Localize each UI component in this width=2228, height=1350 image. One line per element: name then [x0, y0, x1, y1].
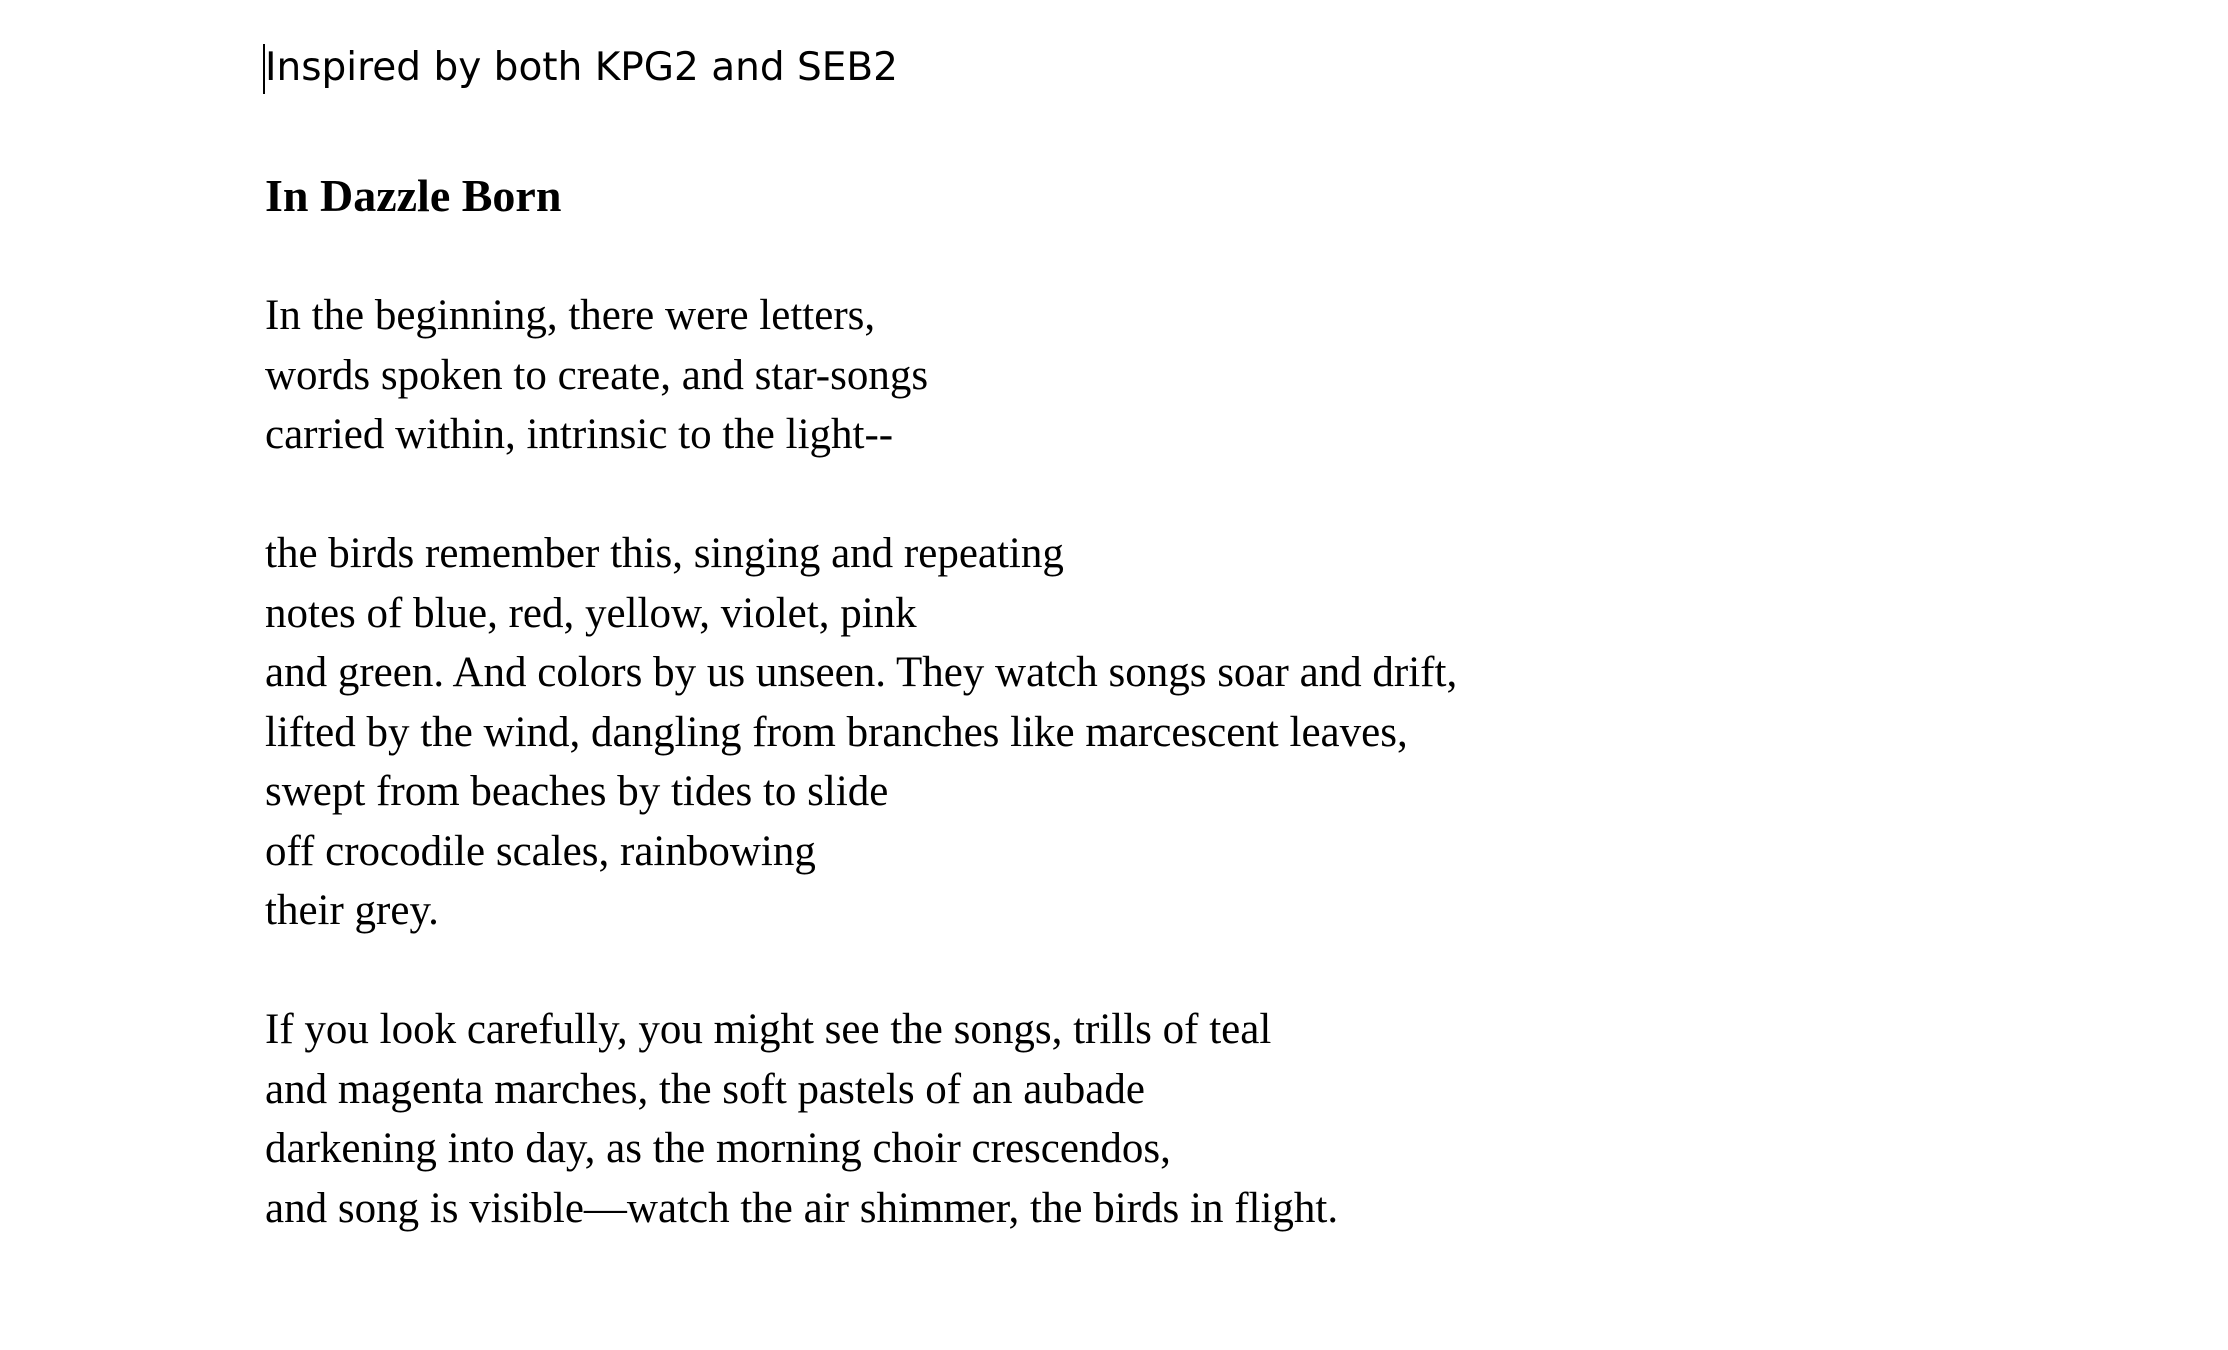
stanza-1 [265, 286, 2165, 465]
poem-title: In Dazzle Born [265, 170, 562, 221]
poem-line: notes of blue, red, yellow, violet, pink [265, 589, 917, 637]
epigraph-line[interactable] [265, 40, 2165, 96]
stanza-2 [265, 524, 2165, 941]
poem-line: swept from beaches by tides to slide [265, 768, 889, 815]
document-body[interactable] [265, 40, 2165, 1238]
poem-line: In the beginning, there were letters, [265, 292, 876, 339]
poem-line: and green. And colors by us unseen. They watch songs soar and drift, [265, 649, 1458, 696]
poem-line: off crocodile scales, rainbowing [265, 827, 816, 875]
poem-line: and song is visible—watch the air shimmer, the birds in flight. [265, 1184, 1339, 1232]
poem-line: If you look carefully, you might see the songs, trills of teal [265, 1006, 1272, 1053]
poem-line: darkening into day, as the morning choir crescendos, [265, 1125, 1171, 1172]
text-cursor [263, 44, 265, 94]
poem-line: their grey. [265, 887, 439, 934]
epigraph-text: Inspired by both KPG2 and SEB2 [265, 45, 898, 90]
poem-line: carried within, intrinsic to the light-- [265, 411, 894, 458]
poem-line: words spoken to create, and star-songs [265, 351, 929, 399]
poem-line: the birds remember this, singing and repeating [265, 530, 1064, 577]
poem-line: and magenta marches, the soft pastels of an aubade [265, 1065, 1145, 1113]
stanza-3 [265, 1000, 2165, 1238]
poem-line: lifted by the wind, dangling from branches like marcescent leaves, [265, 708, 1408, 756]
